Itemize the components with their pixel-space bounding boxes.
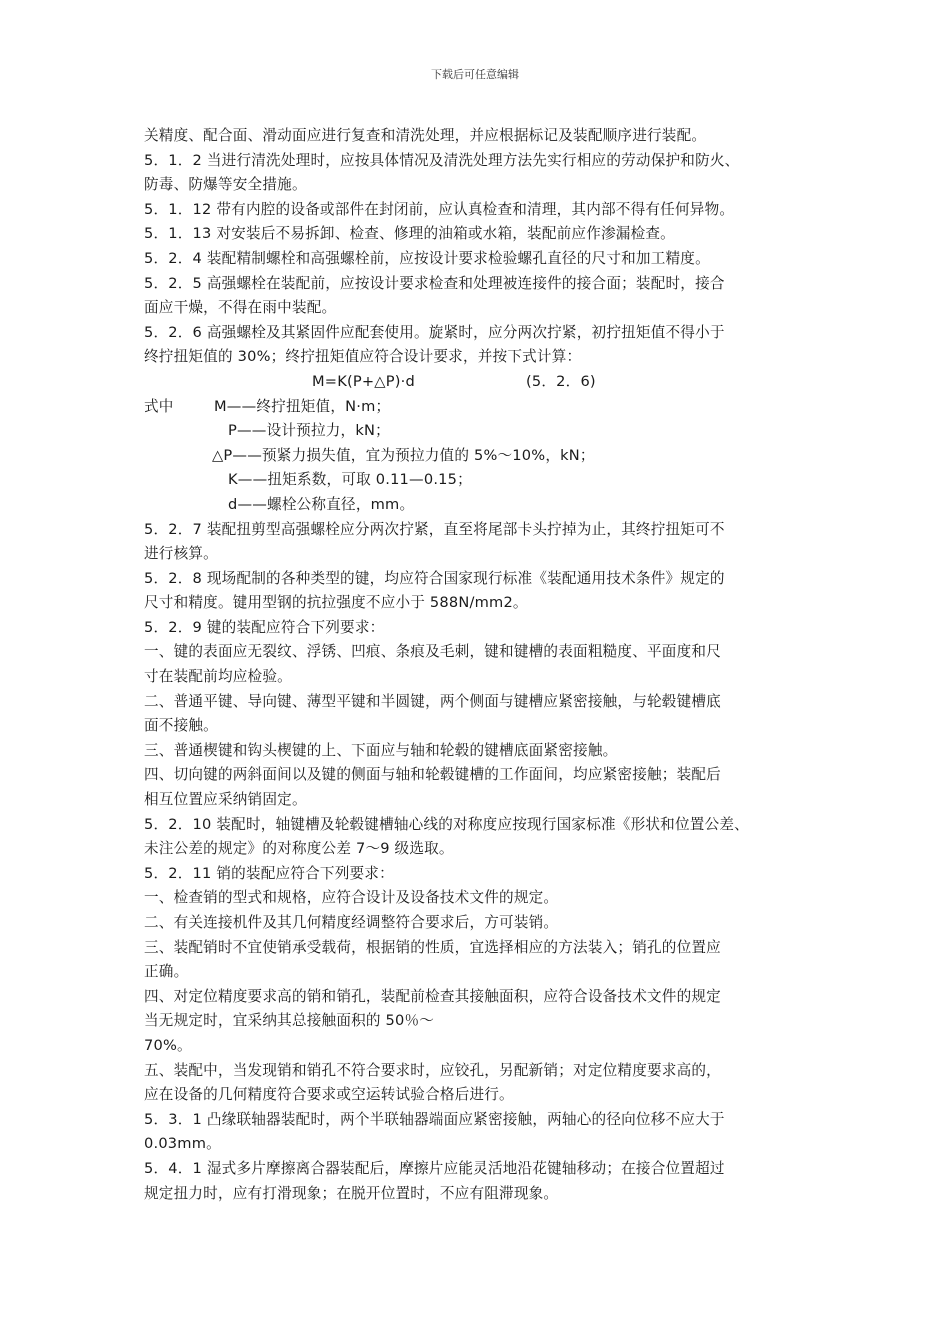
where-label: 式中: [144, 397, 174, 415]
variable-line: [144, 444, 824, 469]
page-header: 下载后可任意编辑: [431, 68, 519, 81]
text-line: 二、普通平键、导向键、薄型平键和半圆键，两个侧面与键槽应紧密接触，与轮毂键槽底: [144, 692, 721, 710]
text-line: 5．2．6 高强螺栓及其紧固件应配套使用。旋紧时，应分两次拧紧，初拧扭矩值不得小于: [144, 323, 725, 341]
text-line: 70%。: [144, 1036, 192, 1054]
text-line: 5．2．8 现场配制的各种类型的键，均应符合国家现行标准《装配通用技术条件》规定的: [144, 569, 725, 587]
text-line: 5．3．1 凸缘联轴器装配时，两个半联轴器端面应紧密接触，两轴心的径向位移不应大于: [144, 1110, 725, 1128]
text-line: 三、普通楔键和钩头楔键的上、下面应与轴和轮毂的键槽底面紧密接触。: [144, 741, 618, 759]
text-line: 5．4．1 湿式多片摩擦离合器装配后，摩擦片应能灵活地沿花键轴移动；在接合位置超过: [144, 1159, 725, 1177]
text-line: 五、装配中，当发现销和销孔不符合要求时，应铰孔，另配新销；对定位精度要求高的，: [144, 1061, 721, 1079]
variable-definition: K——扭矩系数，可取 0.11—0.15；: [228, 471, 472, 489]
variable-definition: P——设计预拉力，kN；: [228, 422, 390, 440]
text-line: 四、对定位精度要求高的销和销孔，装配前检查其接触面积，应符合设备技术文件的规定: [144, 987, 721, 1005]
text-line: 5．1．12 带有内腔的设备或部件在封闭前，应认真检查和清理，其内部不得有任何异物。: [144, 200, 735, 218]
text-line: 5．2．4 装配精制螺栓和高强螺栓前，应按设计要求检验螺孔直径的尺寸和加工精度。: [144, 249, 710, 267]
variable-definition: △P——预紧力损失值，宜为预拉力值的 5%～10%，kN；: [212, 446, 595, 464]
text-line: 终拧扭矩值的 30%；终拧扭矩值应符合设计要求，并按下式计算：: [144, 348, 582, 366]
text-line: 规定扭力时，应有打滑现象；在脱开位置时，不应有阻滞现象。: [144, 1184, 559, 1202]
variable-line: [144, 493, 824, 518]
text-line: 未注公差的规定》的对称度公差 7～9 级选取。: [144, 840, 454, 858]
text-line: 关精度、配合面、滑动面应进行复查和清洗处理，并应根据标记及装配顺序进行装配。: [144, 127, 707, 144]
text-line: 相互位置应采纳销固定。: [144, 791, 307, 809]
text-line: 三、装配销时不宜使销承受载荷，根据销的性质，宜选择相应的方法装入；销孔的位置应: [144, 938, 721, 956]
text-line: 一、键的表面应无裂纹、浮锈、凹痕、条痕及毛刺，键和键槽的表面粗糙度、平面度和尺: [144, 643, 721, 661]
text-line: 5．1．13 对安装后不易拆卸、检查、修理的油箱或水箱，装配前应作渗漏检查。: [144, 225, 675, 243]
text-line: 面不接触。: [144, 717, 218, 735]
variable-line: [144, 419, 824, 444]
formula-expression: M=K(P+△P)·d: [312, 372, 415, 390]
variable-line: [144, 468, 824, 493]
text-line: 进行核算。: [144, 545, 218, 563]
formula-line: [144, 370, 824, 395]
text-line: 0.03mm。: [144, 1135, 221, 1153]
text-line: 四、切向键的两斜面间以及键的侧面与轴和轮毂键槽的工作面间，均应紧密接触；装配后: [144, 766, 721, 784]
text-line: 尺寸和精度。键用型钢的抗拉强度不应小于 588N/mm2。: [144, 594, 528, 612]
text-line: 5．2．5 高强螺栓在装配前，应按设计要求检查和处理被连接件的接合面；装配时，接合: [144, 274, 725, 292]
text-line: 寸在装配前均应检验。: [144, 668, 292, 686]
variable-definition: M——终拧扭矩值，N·m；: [214, 397, 391, 415]
text-line: 5．2．7 装配扭剪型高强螺栓应分两次拧紧，直至将尾部卡头拧掉为止，其终拧扭矩可不: [144, 520, 725, 538]
text-line: 二、有关连接机件及其几何精度经调整符合要求后，方可装销。: [144, 914, 559, 931]
variable-line: [144, 395, 824, 420]
text-line: 5．2．11 销的装配应符合下列要求：: [144, 864, 394, 882]
text-line: 5．1．2 当进行清洗处理时，应按具体情况及清洗处理方法先实行相应的劳动保护和防火、: [144, 151, 740, 169]
text-line: 5．2．9 键的装配应符合下列要求：: [144, 618, 385, 636]
variable-definition: d——螺栓公称直径，mm。: [228, 495, 415, 513]
text-line: 面应干燥，不得在雨中装配。: [144, 299, 337, 317]
text-line: 应在设备的几何精度符合要求或空运转试验合格后进行。: [144, 1086, 514, 1104]
text-line: 5．2．10 装配时，轴键槽及轮毂键槽轴心线的对称度应按现行国家标准《形状和位置公差、: [144, 815, 749, 833]
text-line: 正确。: [144, 963, 189, 981]
text-line: 防毒、防爆等安全措施。: [144, 176, 307, 194]
document-body: [144, 124, 824, 1206]
text-line: 一、检查销的型式和规格，应符合设计及设备技术文件的规定。: [144, 889, 559, 907]
text-line: 当无规定时，宜采纳其总接触面积的 50％～: [144, 1012, 435, 1030]
formula-number: (5．2．6): [526, 372, 596, 390]
